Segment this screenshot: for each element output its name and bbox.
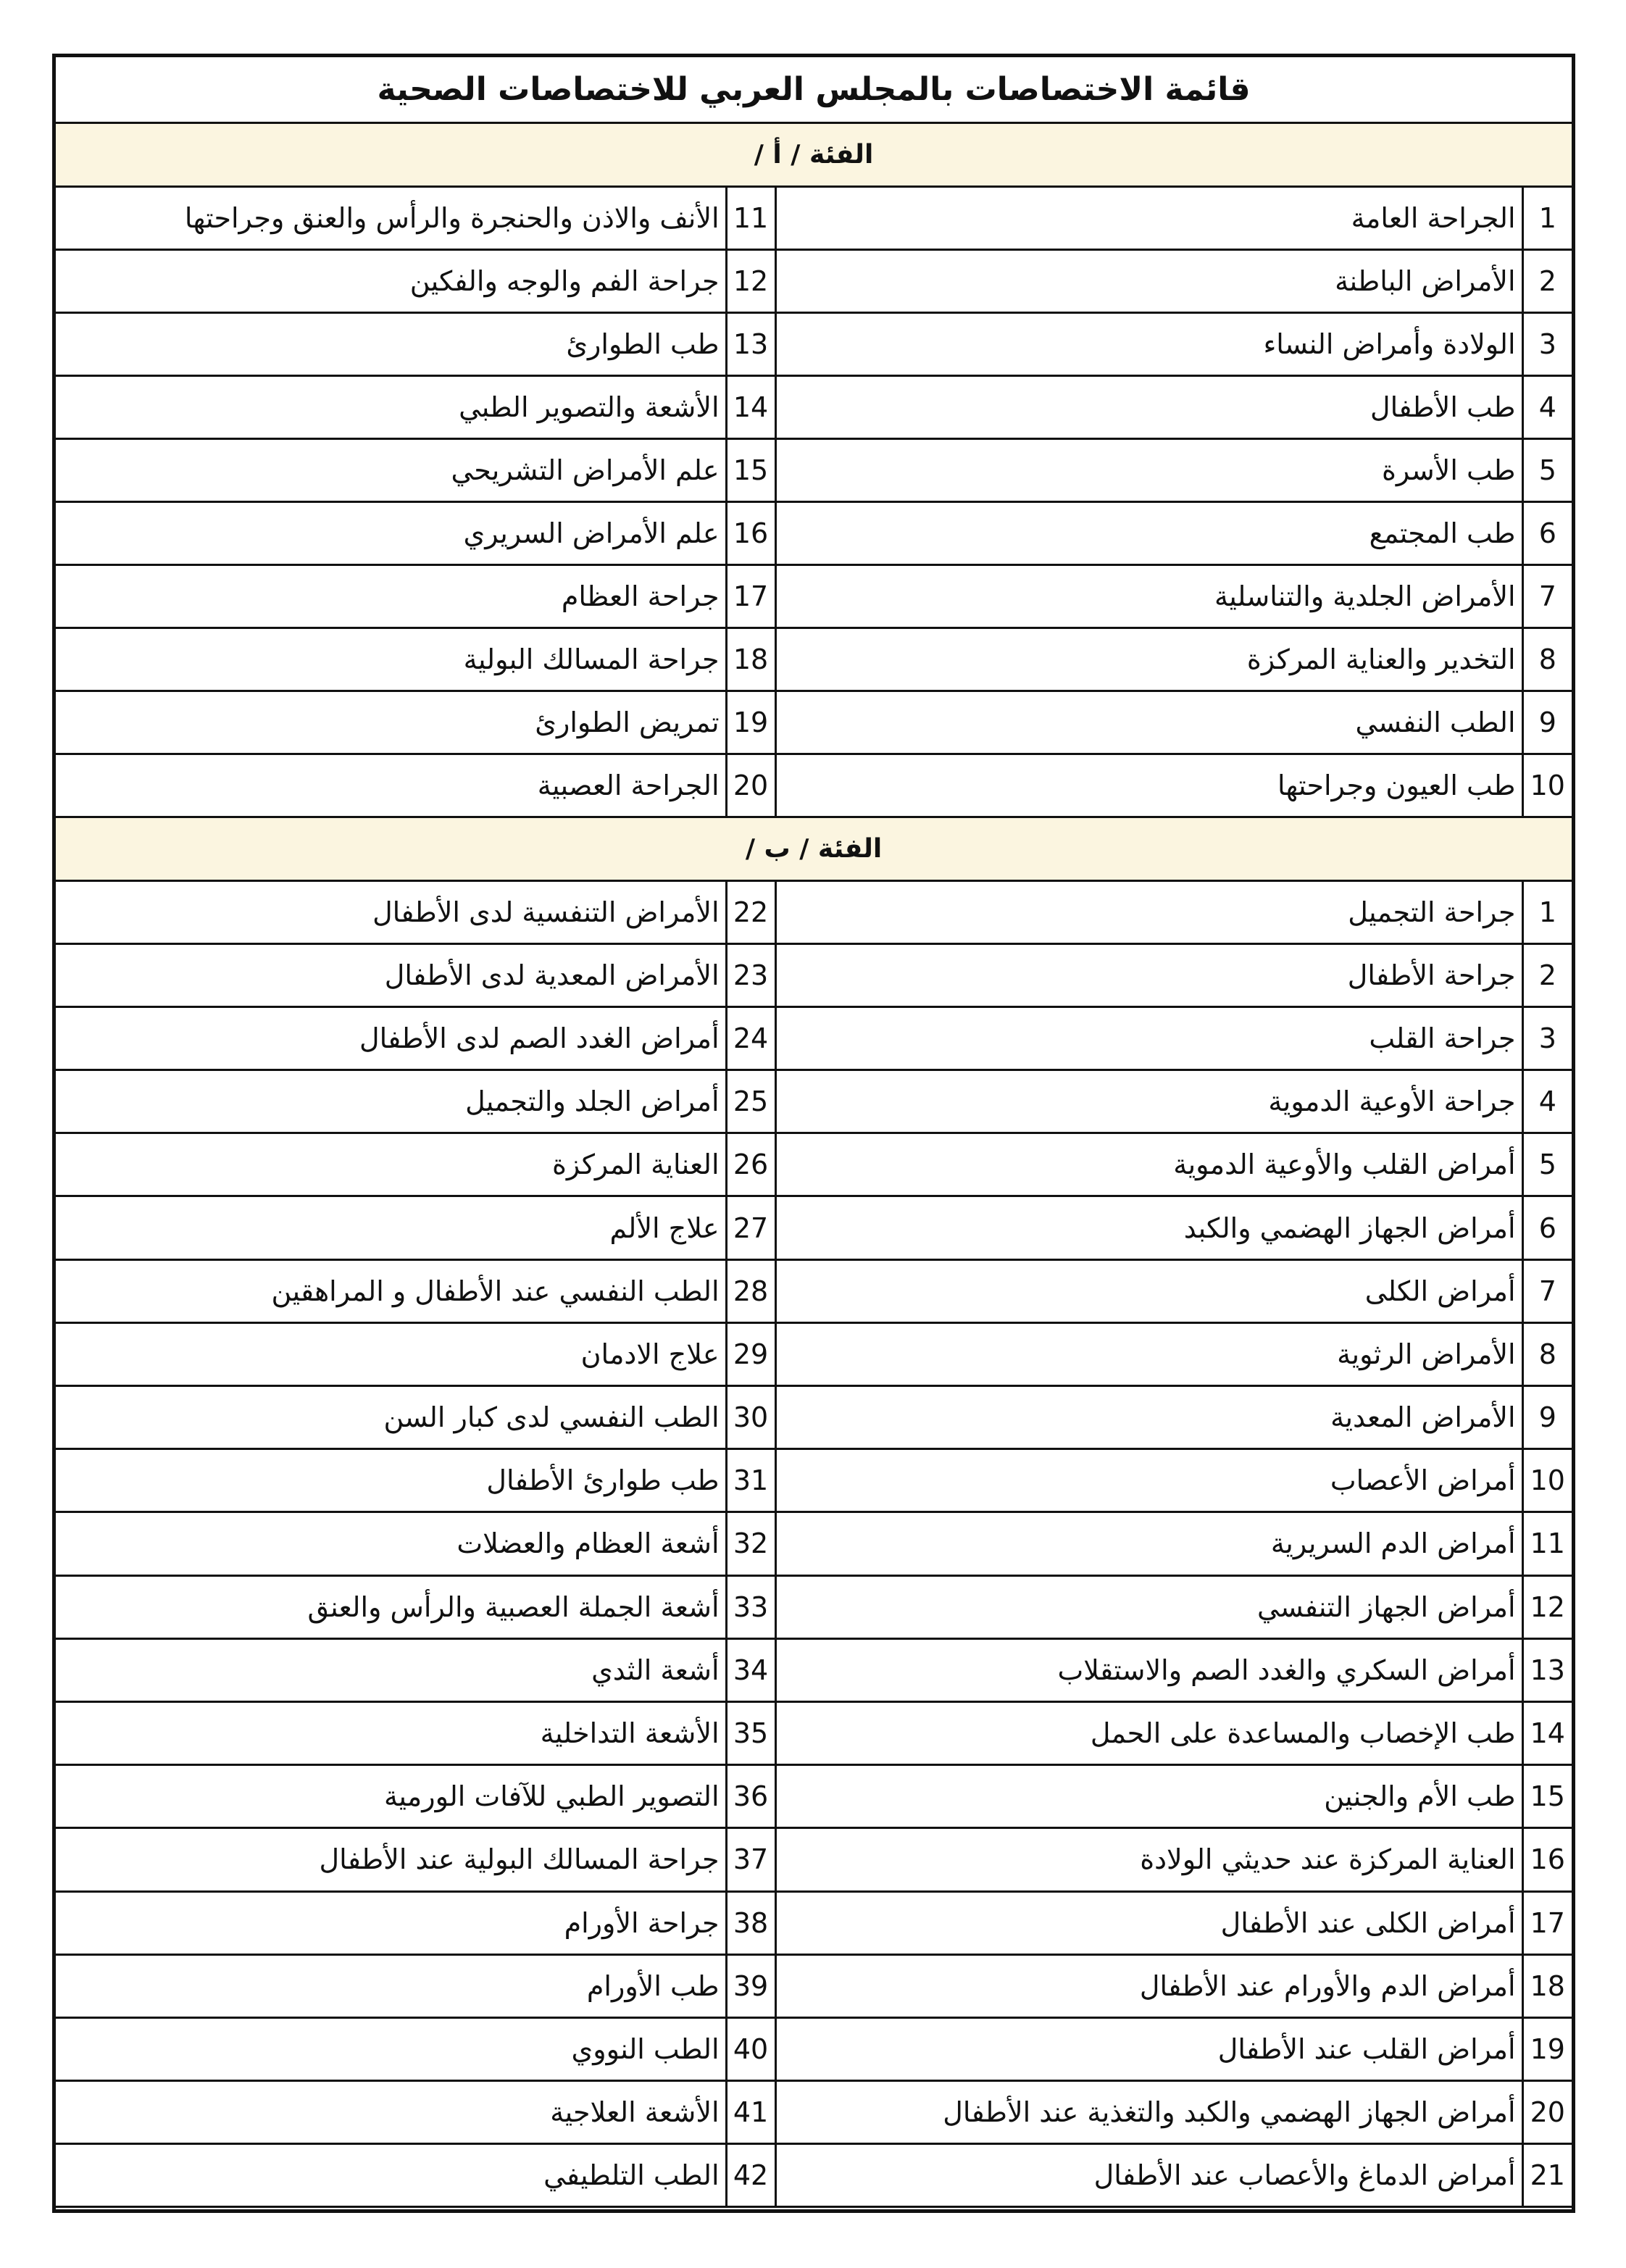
- left-specialty-cell: الأمراض التنفسية لدى الأطفال: [56, 880, 726, 943]
- left-number-cell: 40: [726, 2017, 775, 2080]
- left-specialty-cell: أمراض الجلد والتجميل: [56, 1070, 726, 1133]
- table-row: [56, 1006, 1572, 1070]
- right-number-cell: 20: [1522, 2081, 1572, 2144]
- right-number-cell: 13: [1522, 1638, 1572, 1701]
- table-row: [56, 628, 1572, 691]
- table-row: [56, 564, 1572, 628]
- left-specialty-cell: طب طوارئ الأطفال: [56, 1449, 726, 1512]
- left-number-cell: 33: [726, 1575, 775, 1638]
- left-number-cell: 14: [726, 375, 775, 438]
- right-specialty-cell: طب العيون وجراحتها: [775, 754, 1522, 817]
- table-row: [56, 754, 1572, 817]
- right-number-cell: 4: [1522, 1070, 1572, 1133]
- left-number-cell: 29: [726, 1322, 775, 1385]
- left-number-cell: 24: [726, 1006, 775, 1070]
- table-row: [56, 1449, 1572, 1512]
- category-label: الفئة / أ /: [56, 122, 1572, 186]
- left-number-cell: 20: [726, 754, 775, 817]
- table-row: [56, 186, 1572, 249]
- table-row: [56, 1954, 1572, 2017]
- right-number-cell: 21: [1522, 2144, 1572, 2207]
- right-specialty-cell: طب الأسرة: [775, 438, 1522, 501]
- left-specialty-cell: أمراض الغدد الصم لدى الأطفال: [56, 1006, 726, 1070]
- table-row: [56, 1765, 1572, 1828]
- right-number-cell: 6: [1522, 1196, 1572, 1259]
- left-number-cell: 11: [726, 186, 775, 249]
- right-specialty-cell: طب المجتمع: [775, 501, 1522, 564]
- right-number-cell: 11: [1522, 1512, 1572, 1575]
- right-number-cell: 10: [1522, 754, 1572, 817]
- left-specialty-cell: طب الطوارئ: [56, 312, 726, 375]
- table-row: [56, 1196, 1572, 1259]
- right-specialty-cell: أمراض السكري والغدد الصم والاستقلاب: [775, 1638, 1522, 1701]
- left-number-cell: 17: [726, 564, 775, 628]
- table-row: [56, 249, 1572, 312]
- right-specialty-cell: طب الإخصاب والمساعدة على الحمل: [775, 1701, 1522, 1764]
- table-row: [56, 1575, 1572, 1638]
- right-specialty-cell: الأمراض الجلدية والتناسلية: [775, 564, 1522, 628]
- left-specialty-cell: الأشعة والتصوير الطبي: [56, 375, 726, 438]
- table-row: [56, 943, 1572, 1006]
- right-number-cell: 17: [1522, 1891, 1572, 1954]
- table-row: [56, 2144, 1572, 2207]
- table-row: [56, 880, 1572, 943]
- left-specialty-cell: الأشعة التداخلية: [56, 1701, 726, 1764]
- table-row: [56, 691, 1572, 754]
- left-number-cell: 30: [726, 1386, 775, 1449]
- right-number-cell: 10: [1522, 1449, 1572, 1512]
- right-number-cell: 8: [1522, 628, 1572, 691]
- left-number-cell: 15: [726, 438, 775, 501]
- left-number-cell: 41: [726, 2081, 775, 2144]
- right-specialty-cell: جراحة الأوعية الدموية: [775, 1070, 1522, 1133]
- table-row: [56, 1259, 1572, 1322]
- right-number-cell: 2: [1522, 943, 1572, 1006]
- left-specialty-cell: الطب النووي: [56, 2017, 726, 2080]
- table-row: [56, 1133, 1572, 1196]
- left-number-cell: 26: [726, 1133, 775, 1196]
- left-number-cell: 37: [726, 1828, 775, 1891]
- left-number-cell: 22: [726, 880, 775, 943]
- category-header-row: [56, 122, 1572, 186]
- left-specialty-cell: الأمراض المعدية لدى الأطفال: [56, 943, 726, 1006]
- right-specialty-cell: أمراض الدم السريرية: [775, 1512, 1522, 1575]
- left-number-cell: 42: [726, 2144, 775, 2207]
- left-number-cell: 39: [726, 1954, 775, 2017]
- right-specialty-cell: أمراض الجهاز الهضمي والكبد: [775, 1196, 1522, 1259]
- right-number-cell: 2: [1522, 249, 1572, 312]
- left-specialty-cell: طب الأورام: [56, 1954, 726, 2017]
- right-number-cell: 3: [1522, 312, 1572, 375]
- right-number-cell: 5: [1522, 1133, 1572, 1196]
- right-specialty-cell: أمراض الكلى عند الأطفال: [775, 1891, 1522, 1954]
- right-number-cell: 4: [1522, 375, 1572, 438]
- category-label: الفئة / ب /: [56, 817, 1572, 880]
- left-specialty-cell: أشعة الثدي: [56, 1638, 726, 1701]
- table-row: [56, 501, 1572, 564]
- right-number-cell: 8: [1522, 1322, 1572, 1385]
- left-specialty-cell: التصوير الطبي للآفات الورمية: [56, 1765, 726, 1828]
- right-number-cell: 1: [1522, 880, 1572, 943]
- right-number-cell: 15: [1522, 1765, 1572, 1828]
- left-number-cell: 35: [726, 1701, 775, 1764]
- left-specialty-cell: الأنف والاذن والحنجرة والرأس والعنق وجراحتها: [56, 186, 726, 249]
- right-number-cell: 9: [1522, 1386, 1572, 1449]
- right-number-cell: 7: [1522, 564, 1572, 628]
- left-specialty-cell: جراحة الفم والوجه والفكين: [56, 249, 726, 312]
- right-number-cell: 16: [1522, 1828, 1572, 1891]
- left-number-cell: 34: [726, 1638, 775, 1701]
- table-row: [56, 1701, 1572, 1764]
- table-row: [56, 2017, 1572, 2080]
- table-row: [56, 1891, 1572, 1954]
- right-number-cell: 7: [1522, 1259, 1572, 1322]
- right-specialty-cell: أمراض القلب عند الأطفال: [775, 2017, 1522, 2080]
- left-number-cell: 13: [726, 312, 775, 375]
- right-specialty-cell: طب الأطفال: [775, 375, 1522, 438]
- left-specialty-cell: أشعة الجملة العصبية والرأس والعنق: [56, 1575, 726, 1638]
- right-specialty-cell: أمراض الدم والأورام عند الأطفال: [775, 1954, 1522, 2017]
- category-header-row: [56, 817, 1572, 880]
- left-specialty-cell: تمريض الطوارئ: [56, 691, 726, 754]
- left-number-cell: 32: [726, 1512, 775, 1575]
- left-specialty-cell: علاج الألم: [56, 1196, 726, 1259]
- right-number-cell: 1: [1522, 186, 1572, 249]
- left-number-cell: 25: [726, 1070, 775, 1133]
- left-specialty-cell: أشعة العظام والعضلات: [56, 1512, 726, 1575]
- table-row: [56, 1070, 1572, 1133]
- right-specialty-cell: جراحة القلب: [775, 1006, 1522, 1070]
- table-row: [56, 2081, 1572, 2144]
- left-specialty-cell: جراحة المسالك البولية عند الأطفال: [56, 1828, 726, 1891]
- right-number-cell: 12: [1522, 1575, 1572, 1638]
- left-specialty-cell: الأشعة العلاجية: [56, 2081, 726, 2144]
- left-specialty-cell: جراحة المسالك البولية: [56, 628, 726, 691]
- right-specialty-cell: الأمراض المعدية: [775, 1386, 1522, 1449]
- table-row: [56, 1828, 1572, 1891]
- table-row: [56, 312, 1572, 375]
- right-specialty-cell: أمراض الكلى: [775, 1259, 1522, 1322]
- right-number-cell: 9: [1522, 691, 1572, 754]
- left-number-cell: 12: [726, 249, 775, 312]
- left-number-cell: 38: [726, 1891, 775, 1954]
- right-specialty-cell: جراحة التجميل: [775, 880, 1522, 943]
- left-specialty-cell: علم الأمراض السريري: [56, 501, 726, 564]
- left-number-cell: 31: [726, 1449, 775, 1512]
- left-number-cell: 36: [726, 1765, 775, 1828]
- table-row: [56, 1322, 1572, 1385]
- left-number-cell: 19: [726, 691, 775, 754]
- right-specialty-cell: أمراض الجهاز التنفسي: [775, 1575, 1522, 1638]
- right-specialty-cell: الأمراض الباطنة: [775, 249, 1522, 312]
- left-number-cell: 16: [726, 501, 775, 564]
- right-number-cell: 3: [1522, 1006, 1572, 1070]
- left-specialty-cell: جراحة الأورام: [56, 1891, 726, 1954]
- left-specialty-cell: جراحة العظام: [56, 564, 726, 628]
- left-number-cell: 18: [726, 628, 775, 691]
- table-row: [56, 438, 1572, 501]
- table-row: [56, 1512, 1572, 1575]
- right-number-cell: 14: [1522, 1701, 1572, 1764]
- right-specialty-cell: طب الأم والجنين: [775, 1765, 1522, 1828]
- specialties-sheet: [52, 54, 1575, 2213]
- left-number-cell: 27: [726, 1196, 775, 1259]
- specialties-table: [56, 57, 1572, 2208]
- left-specialty-cell: الطب النفسي لدى كبار السن: [56, 1386, 726, 1449]
- left-number-cell: 28: [726, 1259, 775, 1322]
- right-specialty-cell: الجراحة العامة: [775, 186, 1522, 249]
- right-specialty-cell: الولادة وأمراض النساء: [775, 312, 1522, 375]
- right-specialty-cell: أمراض القلب والأوعية الدموية: [775, 1133, 1522, 1196]
- left-specialty-cell: الطب التلطيفي: [56, 2144, 726, 2207]
- right-number-cell: 19: [1522, 2017, 1572, 2080]
- left-number-cell: 23: [726, 943, 775, 1006]
- left-specialty-cell: علاج الادمان: [56, 1322, 726, 1385]
- right-number-cell: 18: [1522, 1954, 1572, 2017]
- table-row: [56, 1386, 1572, 1449]
- page-title: قائمة الاختصاصات بالمجلس العربي للاختصاصات الصحية: [56, 57, 1572, 122]
- left-specialty-cell: علم الأمراض التشريحي: [56, 438, 726, 501]
- right-number-cell: 6: [1522, 501, 1572, 564]
- left-specialty-cell: العناية المركزة: [56, 1133, 726, 1196]
- right-number-cell: 5: [1522, 438, 1572, 501]
- right-specialty-cell: أمراض الأعصاب: [775, 1449, 1522, 1512]
- right-specialty-cell: الطب النفسي: [775, 691, 1522, 754]
- right-specialty-cell: أمراض الدماغ والأعصاب عند الأطفال: [775, 2144, 1522, 2207]
- right-specialty-cell: التخدير والعناية المركزة: [775, 628, 1522, 691]
- table-row: [56, 1638, 1572, 1701]
- left-specialty-cell: الجراحة العصبية: [56, 754, 726, 817]
- right-specialty-cell: جراحة الأطفال: [775, 943, 1522, 1006]
- right-specialty-cell: العناية المركزة عند حديثي الولادة: [775, 1828, 1522, 1891]
- left-specialty-cell: الطب النفسي عند الأطفال و المراهقين: [56, 1259, 726, 1322]
- title-row: [56, 57, 1572, 122]
- right-specialty-cell: الأمراض الرثوية: [775, 1322, 1522, 1385]
- right-specialty-cell: أمراض الجهاز الهضمي والكبد والتغذية عند الأطفال: [775, 2081, 1522, 2144]
- table-row: [56, 375, 1572, 438]
